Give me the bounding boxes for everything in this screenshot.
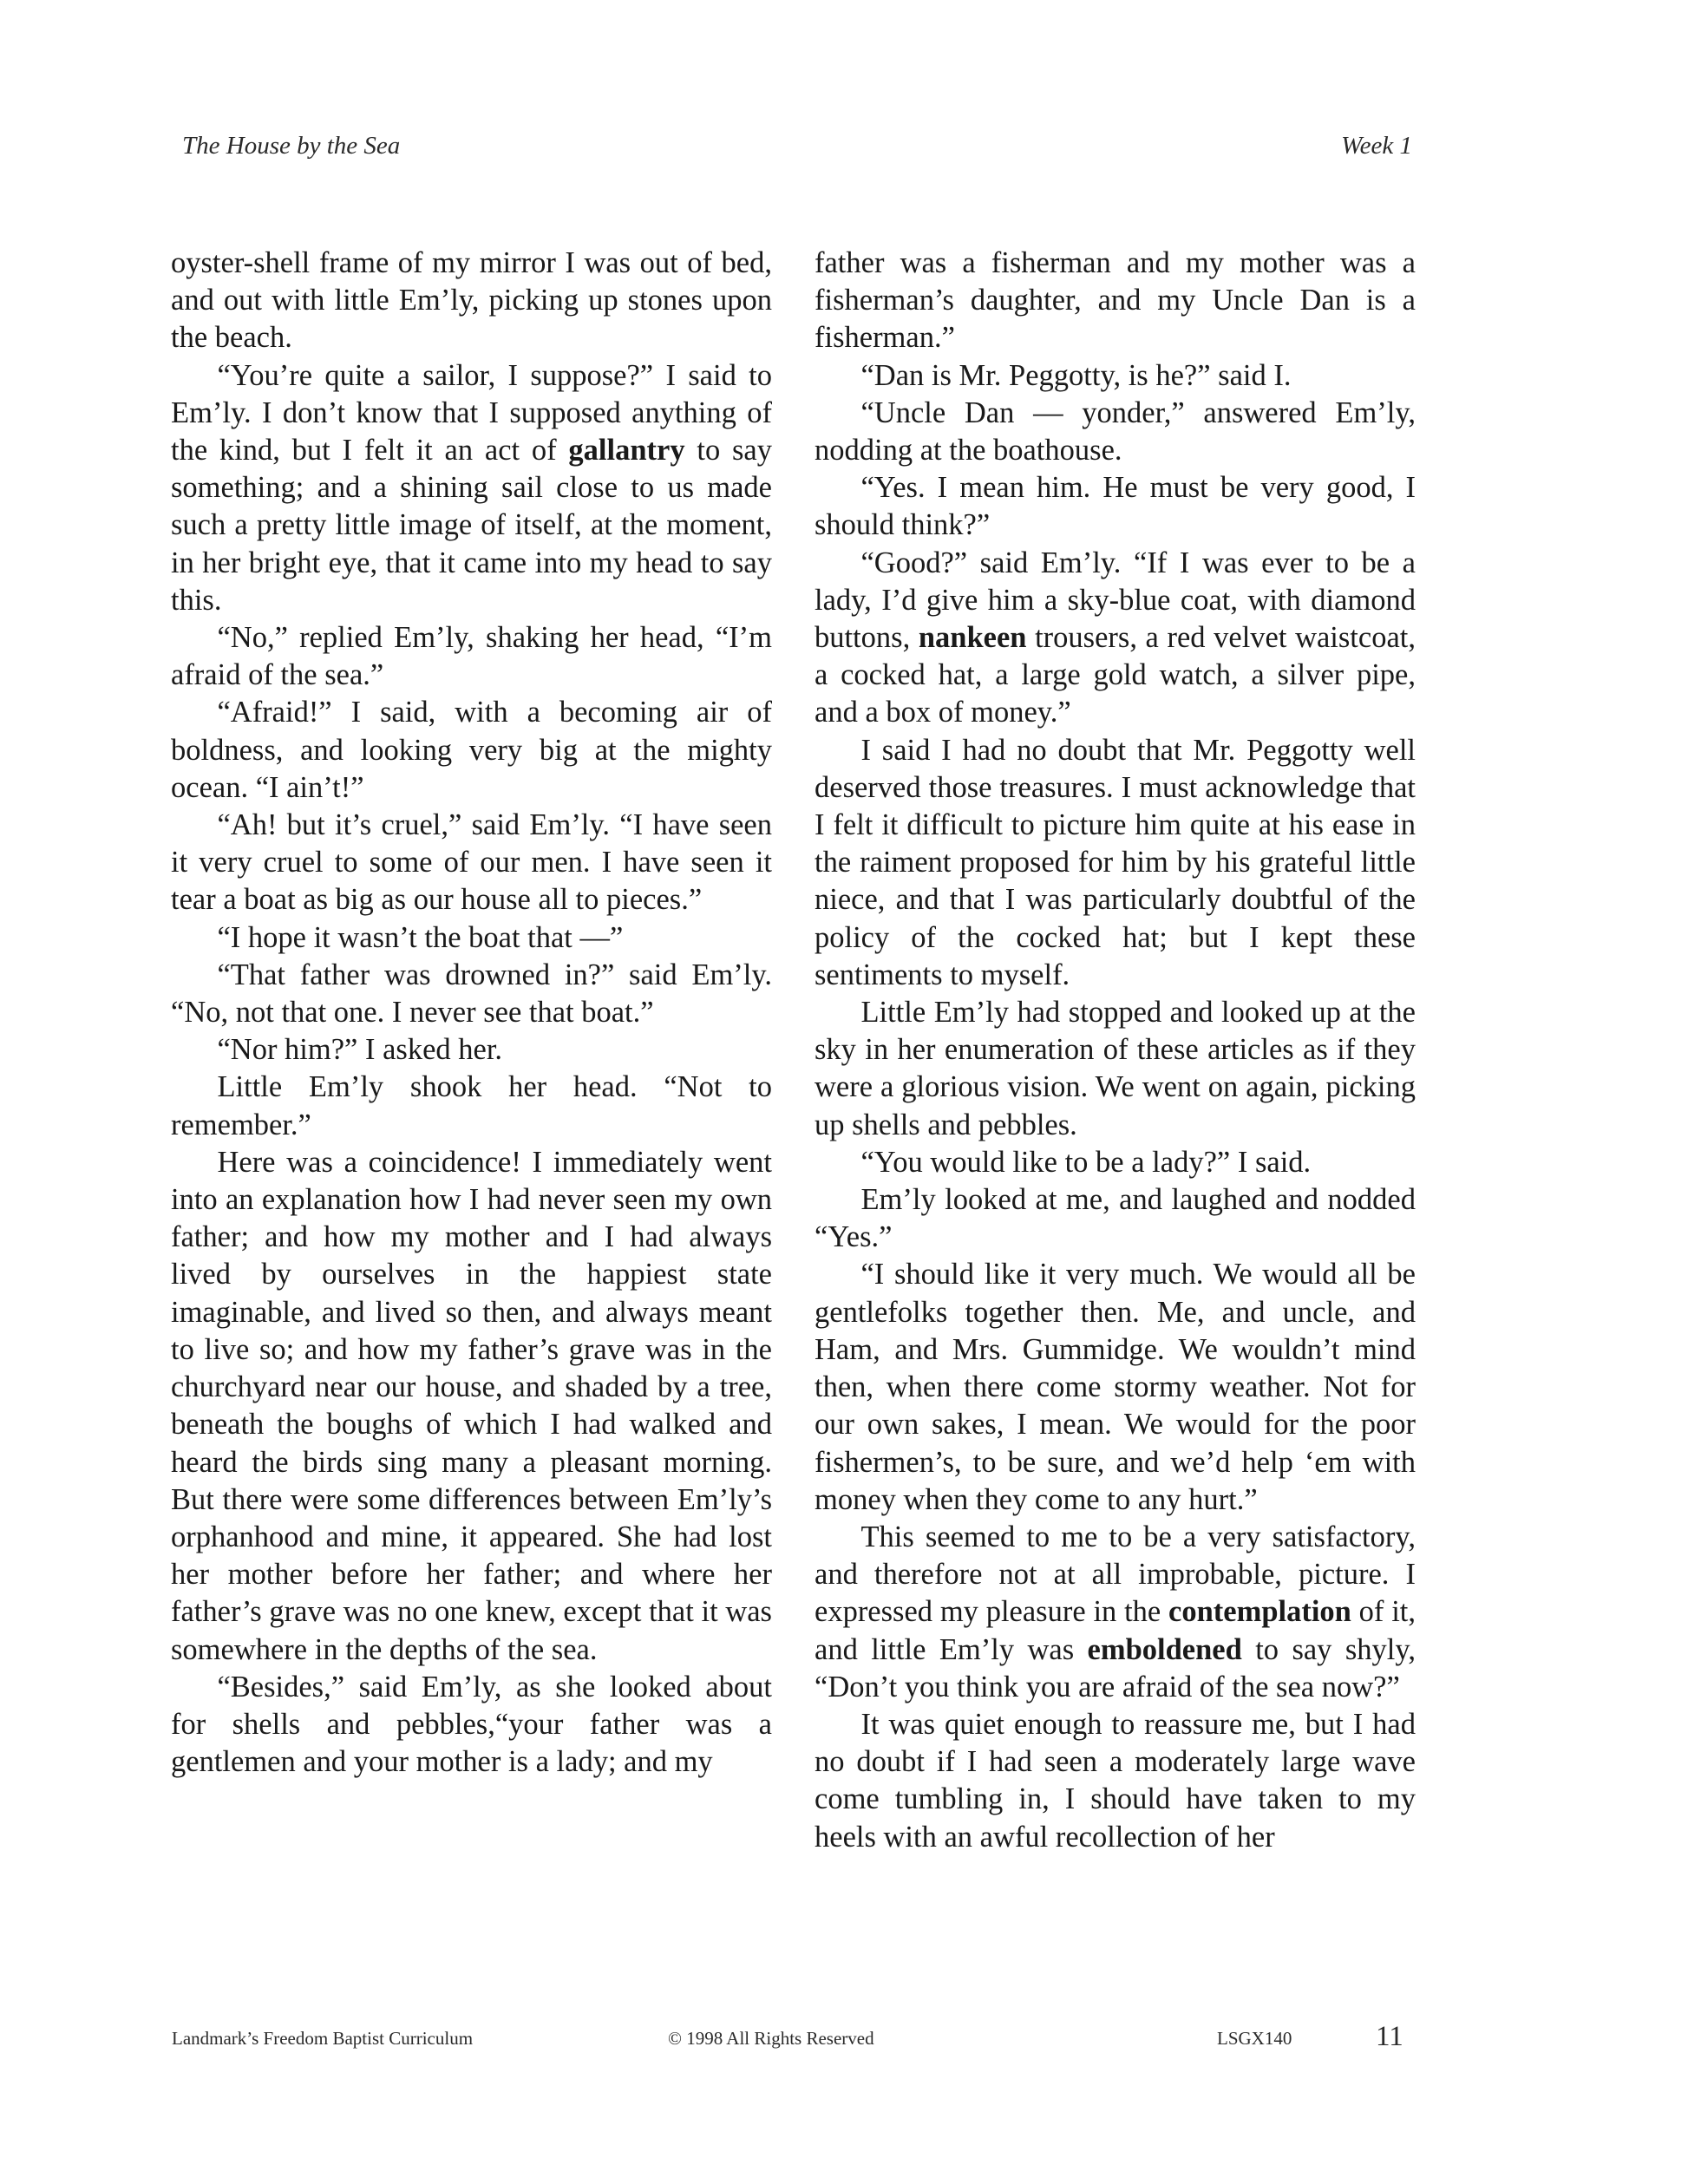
paragraph	[171, 807, 772, 919]
paragraph	[815, 469, 1416, 544]
paragraph	[171, 919, 772, 957]
text-run: to say something; and a shining sail close to us made such a pretty little image of itself, at the moment, in her bright eye, that it came into my head to say this.	[171, 434, 772, 617]
paragraph	[815, 245, 1416, 357]
text-run: This seemed to me to be a very satisfactory, and therefore not at all improbable, picture. I expressed my pleasure in the	[815, 1520, 1416, 1629]
text-run: “No,” replied Em’ly, shaking her head, “I’m afraid of the sea.”	[171, 621, 772, 692]
page-number: 11	[1376, 2021, 1403, 2052]
text-run: “Dan is Mr. Peggotty, is he?” said I.	[860, 358, 1292, 392]
text-run: Little Em’ly had stopped and looked up at the sky in her enumeration of these articles as if they were a glorious vision. We went on again, picking up shells and pebbles.	[815, 996, 1416, 1141]
left-column	[171, 245, 772, 1781]
right-column	[815, 245, 1416, 1856]
vocabulary-word: emboldened	[1087, 1632, 1242, 1666]
text-run: to say shyly, “Don’t you think you are afraid of the sea now?”	[815, 1632, 1416, 1703]
paragraph	[815, 732, 1416, 994]
text-run: “I should like it very much. We would all be gentlefolks together then. Me, and uncle, and Ham, and Mrs. Gummidge. We wouldn’t mind then, when there come stormy weather. Not for our own sakes, I mean. We would for the poor fishermen’s, to be sure, and we’d help ‘em with money when they come to any hurt.”	[815, 1258, 1416, 1516]
paragraph	[171, 357, 772, 619]
vocabulary-word: nankeen	[918, 621, 1027, 655]
paragraph	[171, 619, 772, 694]
text-run: “Good?” said Em’ly. “If I was ever to be a lady, I’d give him a sky-blue coat, with diamond buttons,	[815, 546, 1416, 655]
paragraph	[815, 1144, 1416, 1181]
text-run: Here was a coincidence! I immediately went into an explanation how I had never seen my own father; and how my mother and I had always lived by ourselves in the happiest state imaginable, and lived so then, and always meant to live so; and how my father’s grave was in the churchyard near our house, and shaded by a tree, beneath the boughs of which I had walked and heard the birds sing many a pleasant morning. But there were some differences between Em’ly’s orphanhood and mine, it appeared. She had lost her mother before her father; and where her father’s grave was no one knew, except that it was somewhere in the depths of the sea.	[171, 1145, 772, 1666]
page-footer	[172, 2020, 1412, 2055]
publisher-name: Landmark’s Freedom Baptist Curriculum	[172, 2028, 474, 2049]
text-run: father was a fisherman and my mother was a fisherman’s daughter, and my Uncle Dan is a fisherman.”	[815, 246, 1416, 355]
paragraph	[171, 1669, 772, 1782]
text-run: “You’re quite a sailor, I suppose?” I said to Em’ly. I don’t know that I supposed anything of the kind, but I felt it an act of	[171, 358, 772, 468]
week-label: Week 1	[1341, 132, 1412, 160]
text-run: “Ah! but it’s cruel,” said Em’ly. “I have seen it very cruel to some of our men. I have seen it tear a boat as big as our house all to pieces.”	[171, 808, 772, 917]
paragraph	[815, 1181, 1416, 1256]
paragraph	[171, 245, 772, 357]
paragraph	[171, 1144, 772, 1669]
paragraph	[171, 1031, 772, 1069]
text-run: of it, and little Em’ly was	[815, 1595, 1416, 1666]
paragraph	[815, 1256, 1416, 1518]
text-run: “I hope it wasn’t the boat that —”	[217, 920, 624, 954]
text-run: Em’ly looked at me, and laughed and nodded “Yes.”	[815, 1183, 1416, 1254]
paragraph	[815, 1706, 1416, 1856]
text-run: “Besides,” said Em’ly, as she looked about for shells and pebbles,“your father was a gentlemen and your mother is a lady; and my	[171, 1670, 772, 1779]
paragraph	[815, 395, 1416, 469]
text-run: “You would like to be a lady?” I said.	[860, 1145, 1312, 1179]
text-run: “Uncle Dan — yonder,” answered Em’ly, nodding at the boathouse.	[815, 396, 1416, 468]
text-run: “Nor him?” I asked her.	[217, 1033, 503, 1067]
text-run: “Yes. I mean him. He must be very good, I should think?”	[815, 471, 1416, 542]
text-run: I said I had no doubt that Mr. Peggotty well deserved those treasures. I must acknowledge that I felt it difficult to picture him quite at his ease in the raiment proposed for him by his grateful little niece, and that I was particularly doubtful of the policy of the cocked hat; but I kept these sentiments to myself.	[815, 733, 1416, 991]
paragraph	[171, 957, 772, 1031]
book-title: The House by the Sea	[182, 132, 401, 160]
vocabulary-word: gallantry	[568, 434, 685, 468]
paragraph	[171, 1069, 772, 1143]
copyright-notice: © 1998 All Rights Reserved	[668, 2028, 874, 2049]
text-run: “Afraid!” I said, with a becoming air of boldness, and looking very big at the mighty ocean. “I ain’t!”	[171, 696, 772, 804]
vocabulary-word: contemplation	[1168, 1595, 1351, 1629]
text-run: “That father was drowned in?” said Em’ly. “No, not that one. I never see that boat.”	[171, 958, 772, 1030]
paragraph	[171, 694, 772, 807]
text-run: It was quiet enough to reassure me, but I had no doubt if I had seen a moderately large wave come tumbling in, I should have taken to my heels with an awful recollection of her	[815, 1707, 1416, 1854]
text-run: Little Em’ly shook her head. “Not to remember.”	[171, 1070, 772, 1141]
curriculum-code: LSGX140	[1217, 2028, 1292, 2049]
paragraph	[815, 1519, 1416, 1706]
text-run: oyster-shell frame of my mirror I was out of bed, and out with little Em’ly, picking up stones upon the beach.	[171, 246, 772, 355]
paragraph	[815, 994, 1416, 1144]
text-run: trousers, a red velvet waistcoat, a cocked hat, a large gold watch, a silver pipe, and a box of money.”	[815, 621, 1416, 729]
paragraph	[815, 545, 1416, 732]
paragraph	[815, 357, 1416, 395]
